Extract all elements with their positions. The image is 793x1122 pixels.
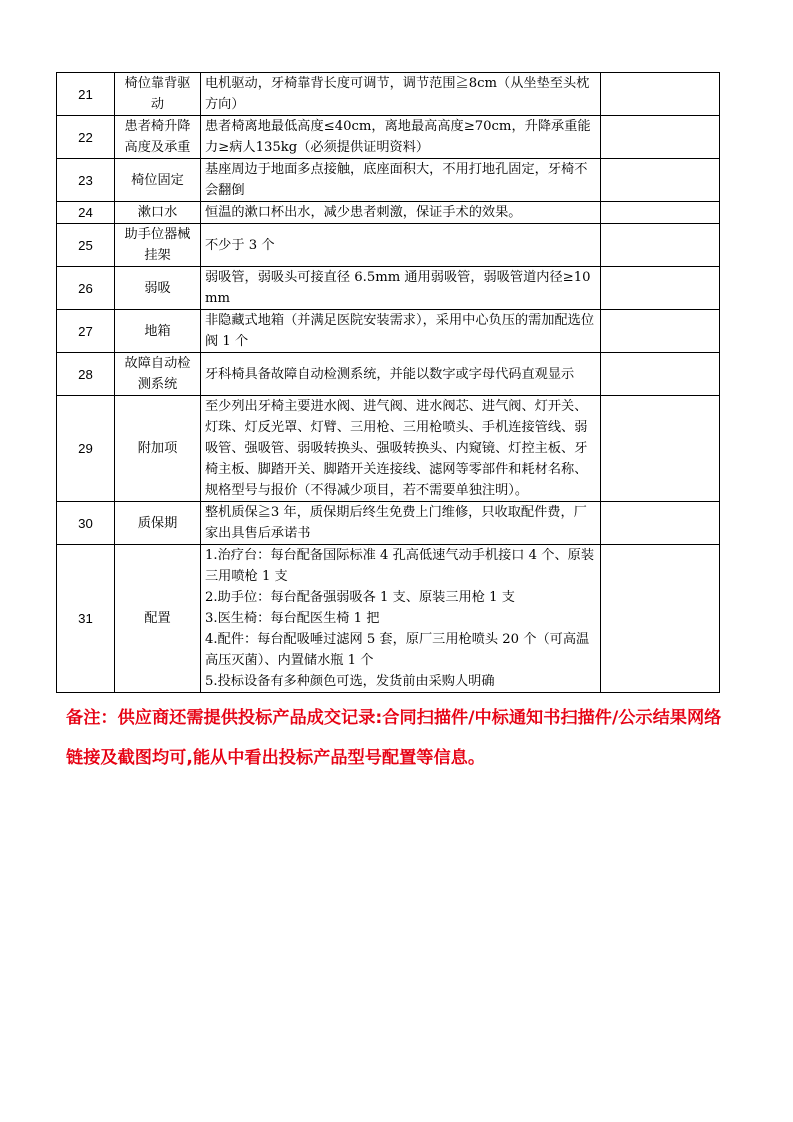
row-item-name: 椅位固定 (115, 159, 201, 202)
table-row (57, 202, 720, 224)
row-response-cell (601, 159, 720, 202)
row-item-name: 助手位器械挂架 (115, 224, 201, 267)
requirement-line: 2.助手位：每台配备强弱吸各 1 支、原装三用枪 1 支 (205, 590, 515, 605)
row-requirement (201, 502, 601, 545)
row-response-cell (601, 202, 720, 224)
row-response-cell (601, 267, 720, 310)
requirement-line: 基座周边于地面多点接触，底座面积大，不用打地孔固定，牙椅不会翻倒 (205, 162, 588, 198)
row-item-name: 椅位靠背驱动 (115, 73, 201, 116)
requirement-line: 患者椅离地最低高度≤40cm，离地最高高度≥70cm，升降承重能力≥病人135kg（必须提供证明资料） (205, 119, 591, 155)
row-item-name: 患者椅升降高度及承重 (115, 116, 201, 159)
row-requirement (201, 267, 601, 310)
row-number: 22 (57, 116, 115, 159)
table-row (57, 545, 720, 693)
table-row (57, 502, 720, 545)
row-response-cell (601, 396, 720, 502)
row-response-cell (601, 73, 720, 116)
row-requirement (201, 396, 601, 502)
row-item-name: 地箱 (115, 310, 201, 353)
table-row (57, 224, 720, 267)
row-number: 26 (57, 267, 115, 310)
table-body (57, 73, 720, 693)
requirement-line: 至少列出牙椅主要进水阀、进气阀、进水阀芯、进气阀、灯开关、灯珠、灯反光罩、灯臂、三用枪、三用枪喷头、手机连接管线、弱吸管、强吸管、弱吸转换头、强吸转换头、内窥镜、灯控主板、牙椅主板、脚踏开关、脚踏开关连接线、滤网等零部件和耗材名称、规格型号与报价（不得减少项目，若不需要单独注明）。 (205, 399, 588, 498)
table-row (57, 353, 720, 396)
row-number: 23 (57, 159, 115, 202)
requirement-line: 恒温的漱口杯出水，减少患者刺激，保证手术的效果。 (205, 205, 522, 220)
row-item-name: 附加项 (115, 396, 201, 502)
row-item-name: 弱吸 (115, 267, 201, 310)
row-response-cell (601, 310, 720, 353)
row-requirement (201, 159, 601, 202)
requirement-line: 电机驱动，牙椅靠背长度可调节，调节范围≧8cm（从坐垫至头枕方向） (205, 76, 590, 112)
row-number: 28 (57, 353, 115, 396)
requirement-line: 牙科椅具备故障自动检测系统，并能以数字或字母代码直观显示 (205, 366, 575, 382)
row-item-name: 配置 (115, 545, 201, 693)
row-requirement (201, 224, 601, 267)
row-item-name: 故障自动检测系统 (115, 353, 201, 396)
table-row (57, 159, 720, 202)
remark-note: 备注：供应商还需提供投标产品成交记录:合同扫描件/中标通知书扫描件/公示结果网络链接及截图均可,能从中看出投标产品型号配置等信息。 (66, 708, 722, 768)
row-requirement (201, 353, 601, 396)
row-response-cell (601, 353, 720, 396)
row-requirement (201, 310, 601, 353)
row-number: 24 (57, 202, 115, 224)
row-number: 29 (57, 396, 115, 502)
table-row (57, 310, 720, 353)
requirement-line: 整机质保≧3 年，质保期后终生免费上门维修，只收取配件费，厂家出具售后承诺书 (205, 505, 587, 541)
row-requirement (201, 202, 601, 224)
row-number: 31 (57, 545, 115, 693)
spec-table (56, 72, 720, 693)
requirement-line: 非隐藏式地箱（并满足医院安装需求），采用中心负压的需加配选位阀 1 个 (205, 313, 595, 349)
table-row (57, 116, 720, 159)
requirement-line: 弱吸管，弱吸头可接直径 6.5mm 通用弱吸管，弱吸管道内径≥10mm (205, 270, 591, 306)
table-row (57, 73, 720, 116)
row-requirement (201, 116, 601, 159)
requirement-line: 不少于 3 个 (205, 237, 275, 253)
row-response-cell (601, 502, 720, 545)
row-response-cell (601, 224, 720, 267)
table-row (57, 396, 720, 502)
row-response-cell (601, 116, 720, 159)
row-response-cell (601, 545, 720, 693)
row-requirement (201, 545, 601, 693)
requirement-line: 3.医生椅：每台配医生椅 1 把 (205, 611, 380, 626)
requirement-line: 1.治疗台：每台配备国际标准 4 孔高低速气动手机接口 4 个、原装三用喷枪 1 支 (205, 548, 595, 584)
row-number: 30 (57, 502, 115, 545)
row-item-name: 漱口水 (115, 202, 201, 224)
requirement-line: 5.投标设备有多种颜色可选，发货前由采购人明确 (205, 674, 495, 689)
requirement-line: 4.配件：每台配吸唾过滤网 5 套，原厂三用枪喷头 20 个（可高温高压灭菌）、内置储水瓶 1 个 (205, 632, 590, 668)
row-number: 27 (57, 310, 115, 353)
row-number: 25 (57, 224, 115, 267)
row-item-name: 质保期 (115, 502, 201, 545)
row-requirement (201, 73, 601, 116)
table-row (57, 267, 720, 310)
row-number: 21 (57, 73, 115, 116)
